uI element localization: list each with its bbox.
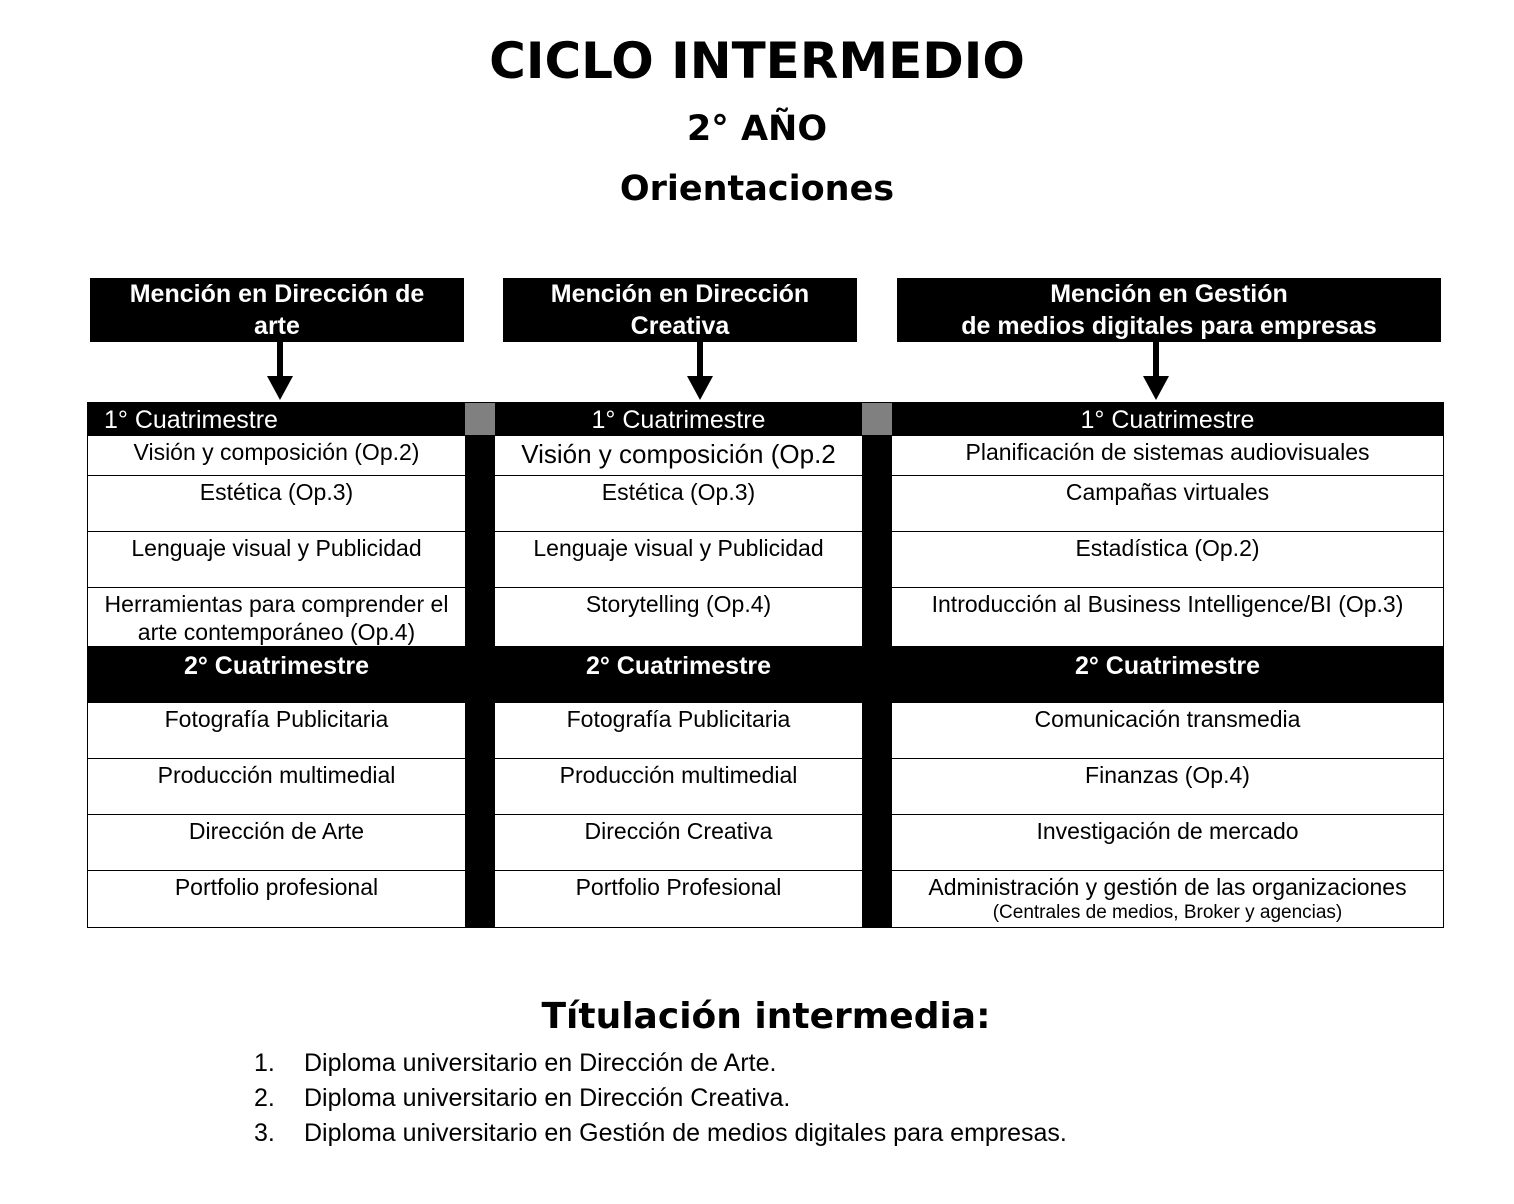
titulacion-list [254,1046,1067,1151]
subject-cell: Estética (Op.3) [495,476,862,532]
subject-cell: Storytelling (Op.4) [495,588,862,647]
column-divider [465,403,495,927]
curriculum-grid [87,402,1444,928]
subject-cell [892,871,1443,927]
subject-cell: Lenguaje visual y Publicidad [88,532,465,588]
semester-1-header: 1° Cuatrimestre [495,403,862,436]
subject-cell: Fotografía Publicitaria [88,703,465,759]
list-item [254,1081,1067,1116]
heading-gestion-medios: Mención en Gestión de medios digitales para empresas [897,278,1441,342]
subject-cell: Comunicación transmedia [892,703,1443,759]
column-divider [862,403,892,927]
list-item [254,1116,1067,1151]
subject-cell: Estadística (Op.2) [892,532,1443,588]
subject-cell: Campañas virtuales [892,476,1443,532]
down-arrow-icon [690,342,710,400]
down-arrow-icon [270,342,290,400]
subject-cell: Dirección Creativa [495,815,862,871]
list-number: 1. [254,1049,275,1077]
year-heading: 2° AÑO [686,109,828,149]
subject-cell: Visión y composición (Op.2 [495,436,862,476]
subject-name: Administración y gestión de las organizaciones [928,874,1407,900]
down-arrow-icon [1146,342,1166,400]
list-text: Diploma universitario en Gestión de medios digitales para empresas. [304,1119,1067,1147]
heading-direccion-arte: Mención en Dirección de arte [90,278,464,342]
subject-note: (Centrales de medios, Broker y agencias) [992,902,1343,923]
subject-cell: Estética (Op.3) [88,476,465,532]
semester-2-header: 2° Cuatrimestre [892,647,1443,703]
subject-cell: Investigación de mercado [892,815,1443,871]
list-text: Diploma universitario en Dirección Creativa. [304,1084,791,1112]
orientations-heading: Orientaciones [619,169,895,209]
subject-cell: Fotografía Publicitaria [495,703,862,759]
semester-2-header: 2° Cuatrimestre [495,647,862,703]
subject-cell: Producción multimedial [495,759,862,815]
heading-direccion-creativa: Mención en Dirección Creativa [503,278,857,342]
semester-1-header: 1° Cuatrimestre [88,403,465,436]
semester-1-header: 1° Cuatrimestre [892,403,1443,436]
semester-2-header: 2° Cuatrimestre [88,647,465,703]
list-text: Diploma universitario en Dirección de Arte. [304,1049,777,1077]
subject-cell: Lenguaje visual y Publicidad [495,532,862,588]
list-item [254,1046,1067,1081]
subject-cell: Introducción al Business Intelligence/BI (Op.3) [892,588,1443,647]
list-number: 3. [254,1119,275,1147]
page-title: CICLO INTERMEDIO [489,32,1025,90]
subject-cell: Portfolio Profesional [575,874,782,900]
subject-cell: Finanzas (Op.4) [892,759,1443,815]
list-number: 2. [254,1084,275,1112]
titulacion-title: Títulación intermedia: [541,996,991,1037]
subject-cell: Visión y composición (Op.2) [88,436,465,476]
subject-cell: Herramientas para comprender el arte contemporáneo (Op.4) [88,588,465,647]
subject-cell: Portfolio profesional [174,874,379,900]
subject-cell: Dirección de Arte [88,815,465,871]
subject-cell: Producción multimedial [88,759,465,815]
subject-cell: Planificación de sistemas audiovisuales [892,436,1443,476]
